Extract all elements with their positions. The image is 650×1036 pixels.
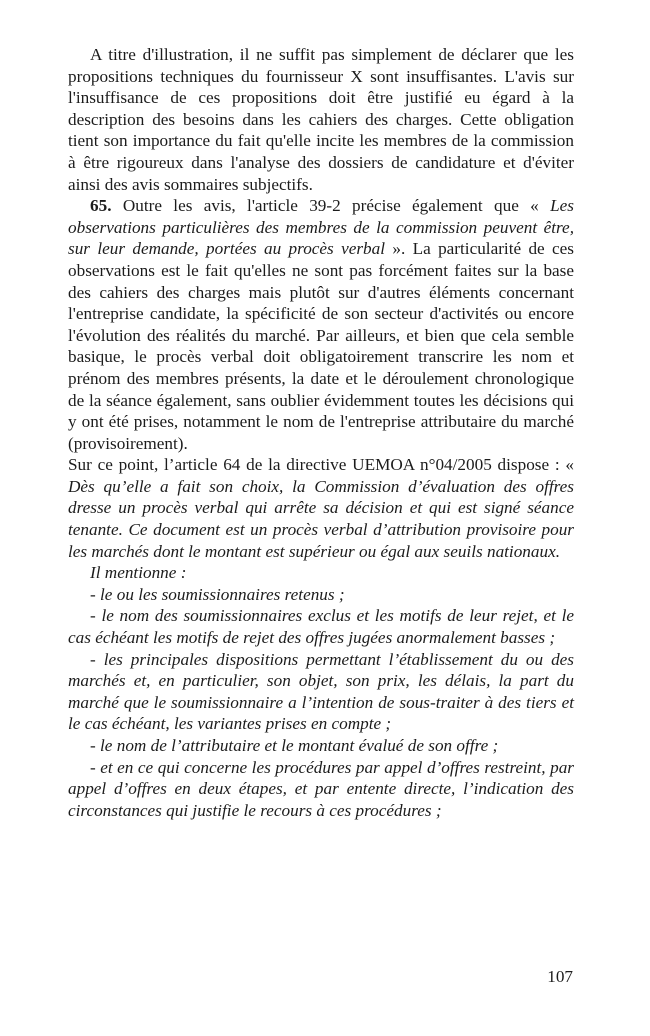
paragraph-article-64-lead: Sur ce point, l’article 64 de la directive UEMOA n°04/2005 dispose : « [68,455,574,475]
paragraph-65-rest: ». La particularité de ces observations est le fait qu'elles ne sont pas forcément faites sur la base des cahiers des charges mais plutôt sur d'autres éléments concernant l'entreprise candidate, la spécificité de son secteur d'activités ou encore l'évolution des réalités du marché. Par ailleurs, et bien que cela semble basique, le procès verbal doit obligatoirement transcrire les nom et prénom des membres présents, la date et le déroulement chronologique de la séance également, sans oublier évidemment toutes les décisions qui y ont été prises, notamment le nom de l'entreprise attributaire du marché (provisoirement). [68,239,574,453]
paragraph-65 [68,195,574,454]
paragraph-65-quote: Les observations particulières des membres de la commission peuvent être, sur leur demande, portées au procès verbal [68,196,574,259]
document-page [68,44,574,821]
quote-item-excluded: - le nom des soumissionnaires exclus et les motifs de leur rejet, et le cas échéant les motifs de rejet des offres jugées anormalement basses ; [68,606,574,648]
page-number: 107 [547,967,573,986]
paragraph-article-64 [68,454,574,562]
quote-item-awardee: - le nom de l’attributaire et le montant évalué de son offre ; [90,736,499,755]
paragraph-65-lead: Outre les avis, l'article 39-2 précise également que « [111,196,551,216]
quote-item-procedures: - et en ce qui concerne les procédures par appel d’offres restreint, par appel d’offres en deux étapes, et par entente directe, l’indication des circonstances qui justifie le recours à ces procédures ; [68,757,574,820]
paragraph-illustration: A titre d'illustration, il ne suffit pas simplement de déclarer que les propositions techniques du fournisseur X sont insuffisantes. L'avis sur l'insuffisance de ces propositions doit être justifié eu égard à la description des besoins dans les cahiers des charges. Cette obligation tient son importance du fait qu'elle incite les membres de la commission à être rigoureux dans l'analyse des dossiers de candidature et d'éviter ainsi des avis sommaires subjectifs. [68,45,574,194]
paragraph-article-64-quote: Dès qu’elle a fait son choix, la Commission d’évaluation des offres dresse un procès verbal qui arrête sa décision et qui est signé séance tenante. Ce document est un procès verbal d’attribution provisoire pour les marchés dont le montant est supérieur ou égal aux seuils nationaux. [68,476,574,561]
quote-line-mentions: Il mentionne : [90,563,187,583]
quote-item-retained: - le ou les soumissionnaires retenus ; [90,584,345,604]
quote-item-provisions: - les principales dispositions permettant l’établissement du ou des marchés et, en particulier, son objet, son prix, les délais, la part du marché que le soumissionnaire a l’intention de sous-traiter à des tiers et le cas échéant, les variantes prises en compte ; [68,649,574,734]
paragraph-number: 65. [90,196,112,216]
